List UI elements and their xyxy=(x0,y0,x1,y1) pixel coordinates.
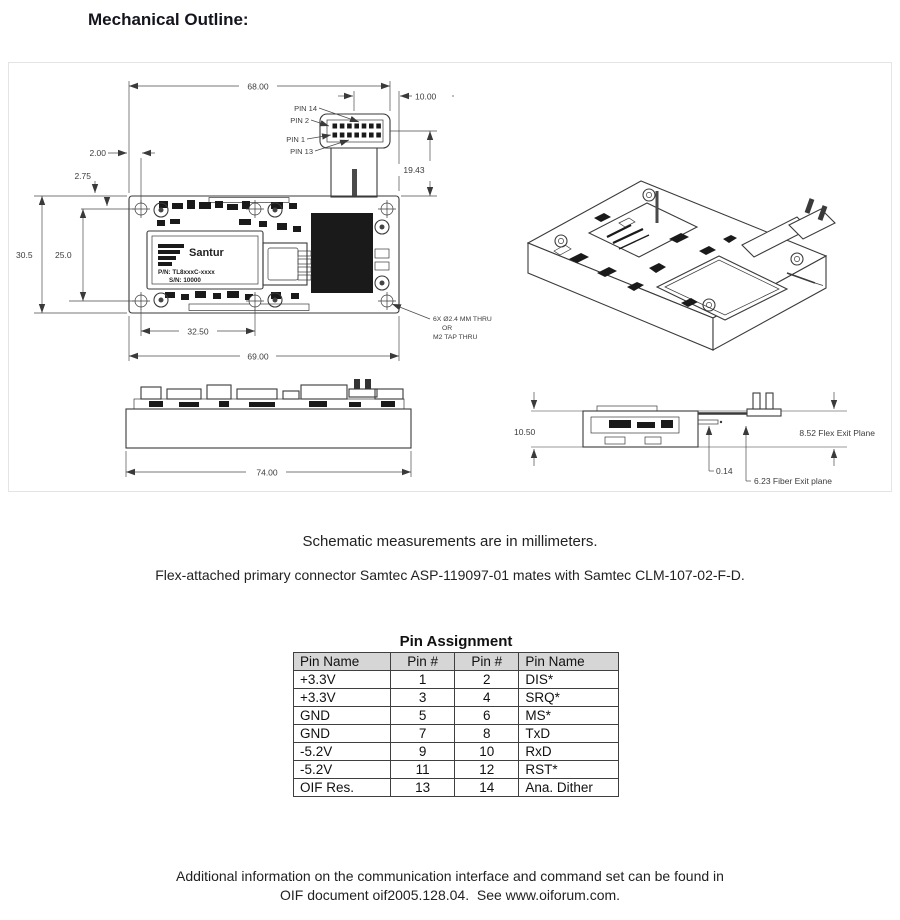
top-view-drawing xyxy=(16,81,492,362)
serial-number-text: S/N: 10000 xyxy=(169,277,201,284)
chip-component xyxy=(311,213,373,293)
table-row: OIF Res. 13 14 Ana. Dither xyxy=(294,779,619,797)
dim-0-14 xyxy=(709,426,733,476)
svg-text:68.00: 68.00 xyxy=(247,81,269,92)
dim-74 xyxy=(126,451,411,478)
col-header-pin-name-right: Pin Name xyxy=(519,653,619,671)
svg-text:69.00: 69.00 xyxy=(247,351,269,362)
antenna-pin xyxy=(352,169,357,196)
col-header-pin-num-left: Pin # xyxy=(391,653,455,671)
dim-69 xyxy=(129,316,399,362)
svg-text:19.43: 19.43 xyxy=(403,165,425,175)
exit-fiber xyxy=(698,420,718,424)
butterfly-package xyxy=(263,243,311,285)
isometric-view-drawing xyxy=(528,181,835,350)
svg-text:30.5: 30.5 xyxy=(16,250,33,260)
table-row: GND 7 8 TxD xyxy=(294,725,619,743)
svg-text:8.52 Flex Exit Plane: 8.52 Flex Exit Plane xyxy=(799,428,875,438)
dim-25-0 xyxy=(55,209,134,301)
dim-19-43 xyxy=(390,131,437,196)
svg-text:6X Ø2.4 MM THRU: 6X Ø2.4 MM THRU xyxy=(433,316,492,323)
connector-note: Flex-attached primary connector Samtec ASP-119097-01 mates with Samtec CLM-107-02-F-D. xyxy=(155,567,745,583)
svg-text:2.00: 2.00 xyxy=(89,148,106,158)
pin-table-title: Pin Assignment xyxy=(399,633,513,650)
svg-text:25.0: 25.0 xyxy=(55,250,72,260)
hole-note xyxy=(392,304,492,341)
dim-8-52 xyxy=(799,392,875,466)
dim-2-00 xyxy=(89,148,155,203)
product-label xyxy=(147,231,263,289)
exit-connector-base xyxy=(747,409,781,416)
pin2-label: PIN 2 xyxy=(290,116,309,125)
table-row: +3.3V 3 4 SRQ* xyxy=(294,689,619,707)
dim-2-75 xyxy=(74,171,134,209)
brand-text: Santur xyxy=(189,247,224,259)
svg-text:10.00: 10.00 xyxy=(415,91,437,102)
pin13-label: PIN 13 xyxy=(290,147,313,156)
exit-plane-drawing xyxy=(514,392,875,486)
col-header-pin-num-right: Pin # xyxy=(455,653,519,671)
footer-info-line2: OIF document oif2005.128.04. See www.oiforum.com. xyxy=(279,887,621,903)
units-note: Schematic measurements are in millimeters. xyxy=(302,533,598,550)
svg-text:0.14: 0.14 xyxy=(716,466,733,476)
pin14-label: PIN 14 xyxy=(294,104,317,113)
mechanical-drawing-area xyxy=(8,62,892,492)
table-row: -5.2V 11 12 RST* xyxy=(294,761,619,779)
side-connector-base xyxy=(349,389,377,397)
table-row: GND 5 6 MS* xyxy=(294,707,619,725)
page-title: Mechanical Outline: xyxy=(88,10,249,29)
table-row: -5.2V 9 10 RxD xyxy=(294,743,619,761)
svg-text:6.23 Fiber Exit plane: 6.23 Fiber Exit plane xyxy=(754,476,832,486)
table-header-row xyxy=(294,653,619,671)
side-view-drawing xyxy=(126,379,411,478)
svg-text:74.00: 74.00 xyxy=(256,467,278,478)
svg-text:32.50: 32.50 xyxy=(187,326,209,337)
table-row: +3.3V 1 2 DIS* xyxy=(294,671,619,689)
col-header-pin-name-left: Pin Name xyxy=(294,653,391,671)
dim-10-50 xyxy=(514,392,536,466)
footer-info-line1: Additional information on the communication interface and command set can be found in xyxy=(176,868,724,884)
part-number-text: P/N: TL8xxxC-xxxx xyxy=(158,269,215,276)
mechanical-outline-svg xyxy=(9,63,891,491)
svg-text:10.50: 10.50 xyxy=(514,427,536,437)
pin1-label: PIN 1 xyxy=(286,135,305,144)
svg-text:OR: OR xyxy=(442,325,453,332)
svg-text:M2 TAP THRU: M2 TAP THRU xyxy=(433,334,478,341)
svg-text:2.75: 2.75 xyxy=(74,171,91,181)
pin-assignment-table xyxy=(293,652,619,797)
